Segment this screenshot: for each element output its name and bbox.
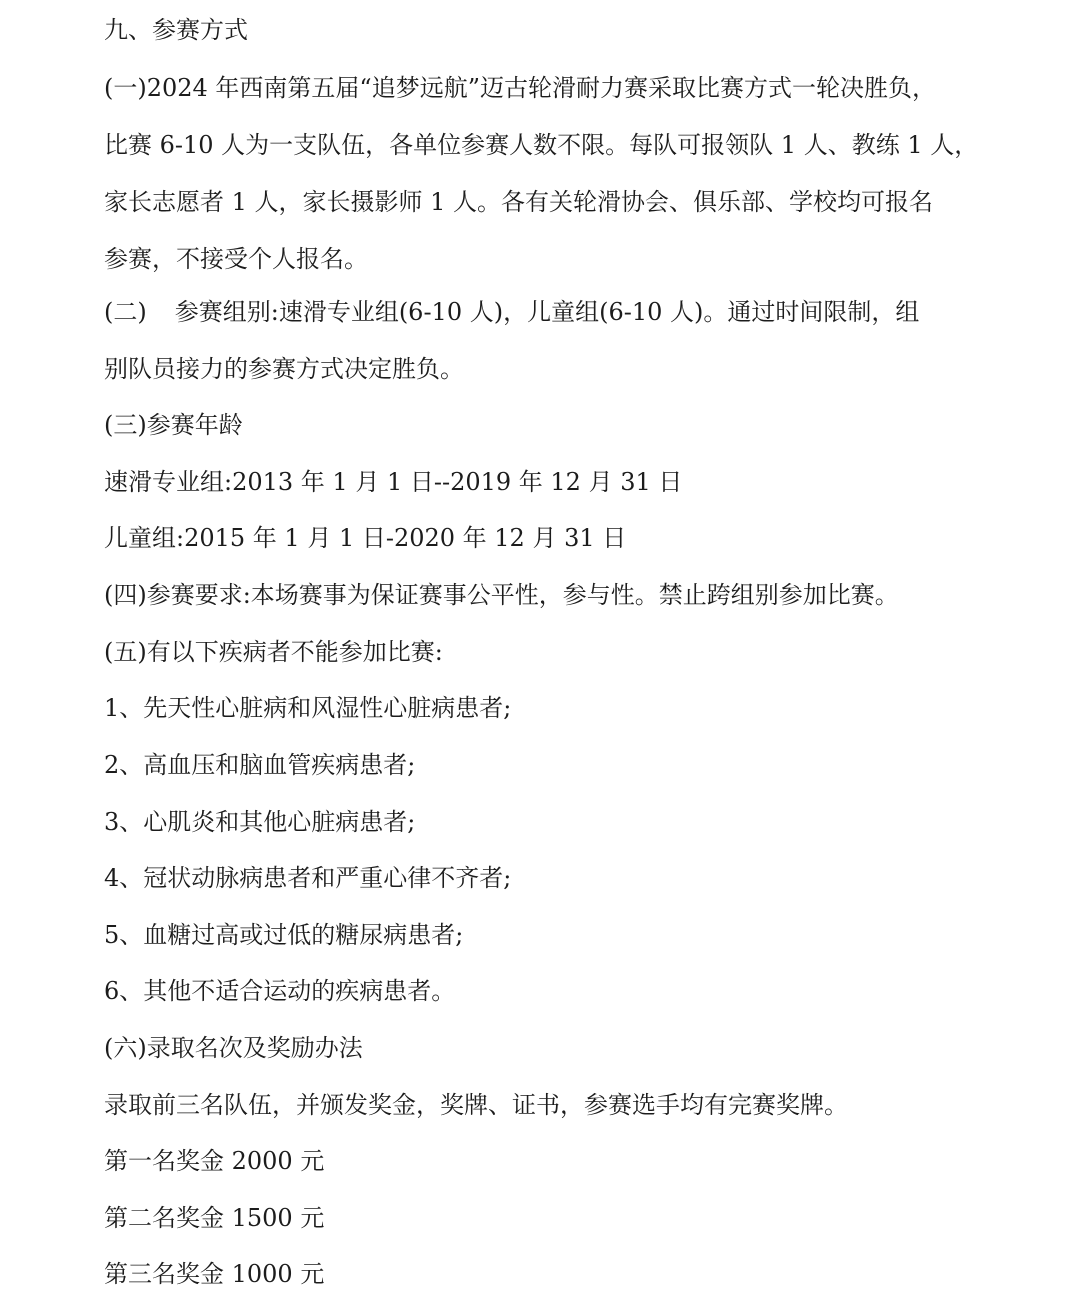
requirement-text: (四)参赛要求:本场赛事为保证赛事公平性，参与性。禁止跨组别参加比赛。	[104, 581, 899, 609]
award-description: 录取前三名队伍，并颁发奖金，奖牌、证书，参赛选手均有完赛奖牌。	[104, 1091, 848, 1119]
paragraph-line: 参赛，不接受个人报名。	[104, 245, 368, 273]
paragraph-label: (二)	[104, 298, 147, 326]
paragraph-participation-mode	[104, 60, 979, 288]
award-heading: (六)录取名次及奖励办法	[104, 1034, 363, 1062]
age-pro-group: 速滑专业组:2013 年 1 月 1 日--2019 年 12 月 31 日	[104, 468, 683, 496]
paragraph-line: 别队员接力的参赛方式决定胜负。	[104, 355, 464, 383]
prize-item: 第二名奖金 1500 元	[104, 1204, 325, 1232]
prize-item: 第一名奖金 2000 元	[104, 1147, 325, 1175]
prize-item: 第三名奖金 1000 元	[104, 1260, 325, 1288]
age-heading: (三)参赛年龄	[104, 411, 243, 439]
disease-heading: (五)有以下疾病者不能参加比赛:	[104, 638, 443, 666]
paragraph-line: 家长志愿者 1 人，家长摄影师 1 人。各有关轮滑协会、俱乐部、学校均可报名	[104, 188, 934, 216]
age-child-group: 儿童组:2015 年 1 月 1 日-2020 年 12 月 31 日	[104, 524, 627, 552]
disease-item: 3、心肌炎和其他心脏病患者;	[104, 808, 416, 836]
disease-item: 6、其他不适合运动的疾病患者。	[104, 977, 456, 1005]
section-title: 九、参赛方式	[104, 16, 248, 44]
disease-item: 2、高血压和脑血管疾病患者;	[104, 751, 416, 779]
paragraph-line: 比赛 6-10 人为一支队伍，各单位参赛人数不限。每队可报领队 1 人、教练 1 人，	[104, 131, 979, 159]
paragraph-groups	[104, 284, 976, 398]
disease-item: 4、冠状动脉病患者和严重心律不齐者;	[104, 864, 512, 892]
paragraph-line: 参赛组别:速滑专业组(6-10 人)，儿童组(6-10 人)。通过时间限制，组	[174, 298, 920, 326]
disease-item: 5、血糖过高或过低的糖尿病患者;	[104, 921, 464, 949]
disease-item: 1、先天性心脏病和风湿性心脏病患者;	[104, 694, 512, 722]
paragraph-line: (一)2024 年西南第五届“追梦远航”迈古轮滑耐力赛采取比赛方式一轮决胜负，	[104, 74, 936, 102]
